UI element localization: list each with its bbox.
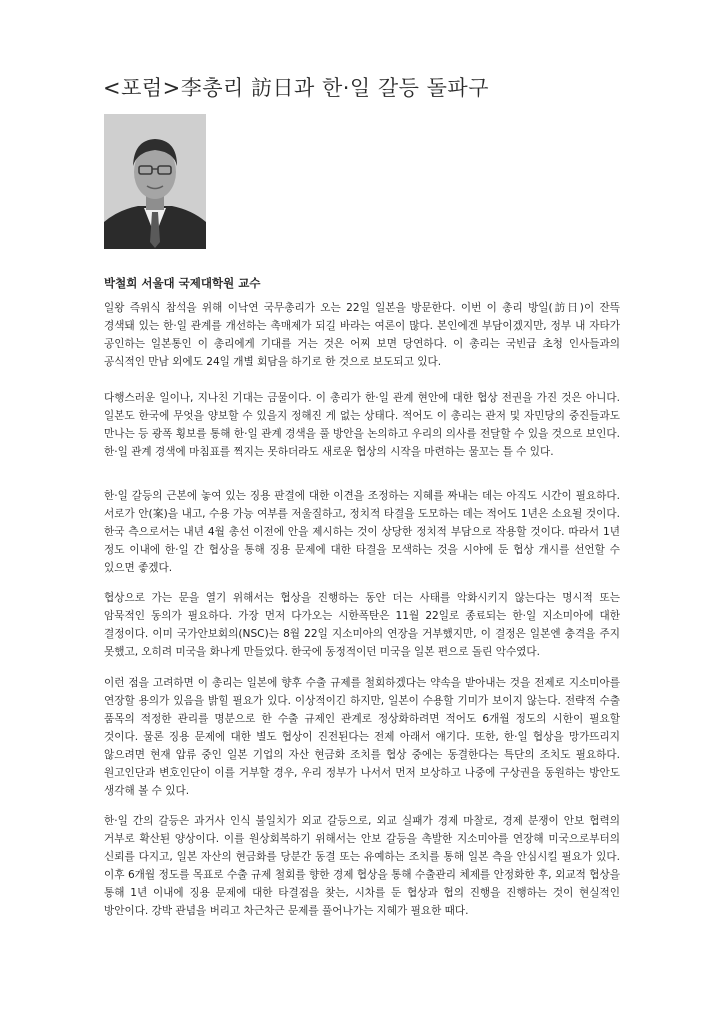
- article-paragraph-2: 다행스러운 일이나, 지나친 기대는 금물이다. 이 총리가 한·일 관계 현안에 대한 협상 전권을 가진 것은 아니다. 일본도 한국에 무엇을 양보할 수 있을지 정해진 게 없는 상태다. 적어도 이 총리는 관저 및 자민당의 중진들과도 만나는 등 광폭 횡보를 통해 한·일 관계 경색을 풀 방안을 논의하고 우리의 의사를 전달할 수 있을 것으로 보인다. 한·일 관계 경색에 마침표를 찍지는 못하더라도 새로운 협상의 시작을 마련하는 물꼬는 틀 수 있다.: [104, 392, 620, 458]
- article-paragraph-1: 일왕 즉위식 참석을 위해 이낙연 국무총리가 오는 22일 일본을 방문한다. 이번 이 총리 방일(訪日)이 잔뜩 경색돼 있는 한·일 관계를 개선하는 촉매제가 되길 바라는 여론이 많다. 본인에겐 부담이겠지만, 정부 내 자타가 공인하는 일본통인 이 총리에게 기대를 거는 것은 어찌 보면 당연하다. 이 총리는 국빈급 초청 인사들과의 공식적인 만남 외에도 24일 개별 회담을 하기로 한 것으로 보도되고 있다.: [104, 302, 620, 368]
- article-paragraph-6: 한·일 간의 갈등은 과거사 인식 불일치가 외교 갈등으로, 외교 실패가 경제 마찰로, 경제 분쟁이 안보 협력의 거부로 확산된 양상이다. 이를 원상회복하기 위해서는 안보 갈등을 촉발한 지소미아를 연장해 미국으로부터의 신뢰를 다지고, 일본 자산의 현금화를 당분간 동결 또는 유예하는 조치를 통해 일본 측을 안심시킬 필요가 있다. 이후 6개월 정도를 목표로 수출 규제 철회를 향한 경제 협상을 통해 수출관리 체제를 안정화한 후, 외교적 협상을 통해 1년 이내에 징용 문제에 대한 타결점을 찾는, 시차를 둔 협상과 협의 진행을 진행하는 것이 현실적인 방안이다. 강박 관념을 버리고 차근차근 문제를 풀어나가는 지혜가 필요한 때다.: [104, 815, 620, 917]
- author-byline: 박철희 서울대 국제대학원 교수: [104, 276, 261, 290]
- article-paragraph-4: 협상으로 가는 문을 열기 위해서는 협상을 진행하는 동안 더는 사태를 악화시키지 않는다는 명시적 또는 암묵적인 동의가 필요하다. 가장 먼저 다가오는 시한폭탄은 11월 22일로 종료되는 한·일 지소미아에 대한 결정이다. 이미 국가안보회의(NSC)는 8월 22일 지소미아의 연장을 거부했지만, 이 결정은 일본엔 충격을 주지 못했고, 오히려 미국을 화나게 만들었다. 한국에 동정적이던 미국을 일본 편으로 돌린 악수였다.: [104, 592, 621, 658]
- article-paragraph-3: 한·일 갈등의 근본에 놓여 있는 징용 판결에 대한 이견을 조정하는 지혜를 짜내는 데는 아직도 시간이 필요하다. 서로가 안(案)을 내고, 수용 가능 여부를 저울질하고, 정치적 타결을 도모하는 데는 적어도 1년은 소요될 것이다. 한국 측으로서는 내년 4월 총선 이전에 안을 제시하는 것이 상당한 정치적 부담으로 작용할 것이다. 따라서 1년 정도 이내에 한·일 간 협상을 통해 징용 문제에 대한 타결을 모색하는 것을 시야에 둔 협상 개시를 선언할 수 있으면 좋겠다.: [104, 490, 620, 574]
- article-title: <포럼>李총리 訪日과 한·일 갈등 돌파구: [103, 76, 489, 100]
- author-portrait-icon: [104, 114, 206, 249]
- article-paragraph-5: 이런 점을 고려하면 이 총리는 일본에 향후 수출 규제를 철회하겠다는 약속을 받아내는 것을 전제로 지소미아를 연장할 용의가 있음을 밝힐 필요가 있다. 이상적이긴 하지만, 일본이 수용할 기미가 보이지 않는다. 전략적 수출 품목의 적정한 관리를 명분으로 한 수출 규제인 관계로 정상화하려면 적어도 6개월 정도의 시한이 필요할 것이다. 물론 징용 문제에 대한 별도 협상이 진전된다는 전제 아래서 얘기다. 또한, 한·일 협상을 망가뜨리지 않으려면 현재 압류 중인 일본 기업의 자산 현금화 조치를 협상 중에는 동결한다는 특단의 조치도 필요하다. 원고인단과 변호인단이 이를 거부할 경우, 우리 정부가 나서서 먼저 보상하고 나중에 구상권을 동원하는 방안도 생각해 볼 수 있다.: [104, 677, 620, 797]
